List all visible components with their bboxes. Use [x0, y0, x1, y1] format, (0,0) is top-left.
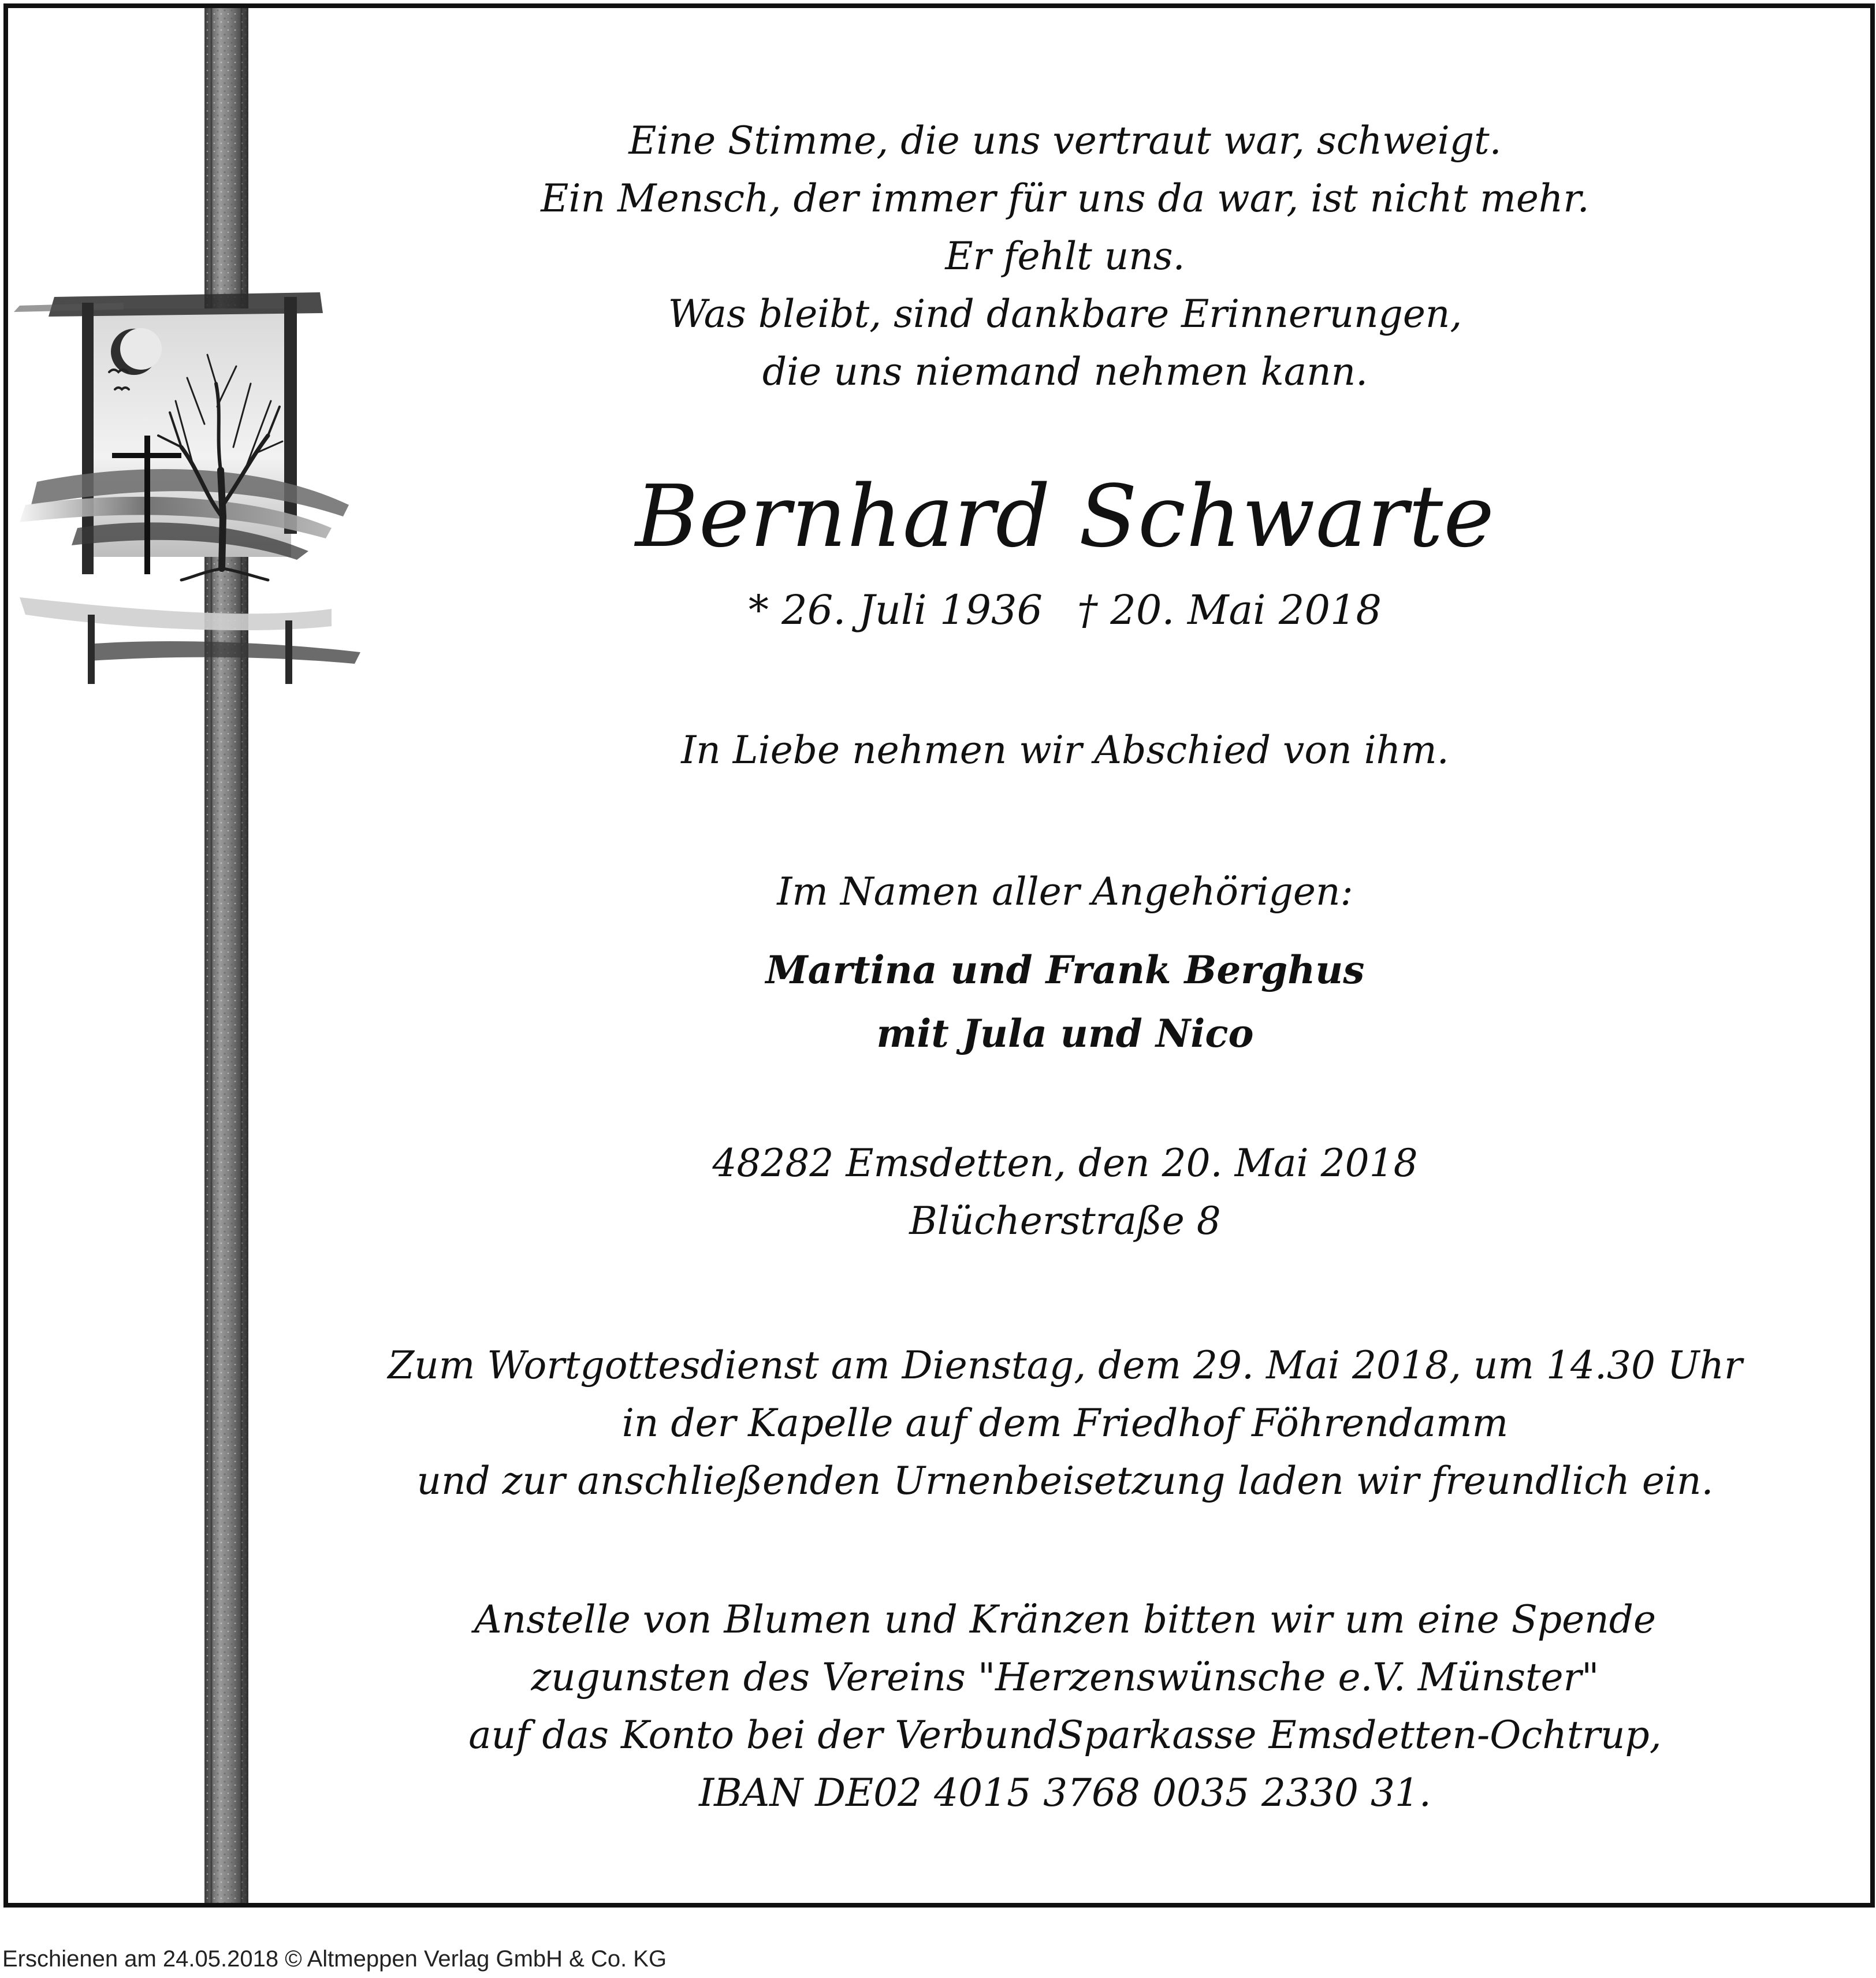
donation-line: zugunsten des Vereins "Herzenswünsche e.V. Münster"	[531, 1655, 1599, 1700]
poem-line: die uns niemand nehmen kann.	[762, 350, 1368, 394]
deceased-name: Bernhard Schwarte	[635, 467, 1495, 566]
place-date: 48282 Emsdetten, den 20. Mai 2018	[712, 1141, 1418, 1185]
life-dates	[332, 581, 1799, 639]
farewell-text	[332, 722, 1799, 779]
service-line: in der Kapelle auf dem Friedhof Föhrendamm	[621, 1401, 1509, 1445]
poem-line: Eine Stimme, die uns vertraut war, schweigt.	[628, 118, 1502, 163]
farewell-line: In Liebe nehmen wir Abschied von ihm.	[681, 728, 1449, 772]
memorial-artwork	[8, 8, 378, 1903]
donation-line: auf das Konto bei der VerbundSparkasse Emsdetten-Ochtrup,	[468, 1713, 1662, 1757]
mourners-intro-line: Im Namen aller Angehörigen:	[777, 869, 1353, 914]
mourners-names	[332, 938, 1799, 1065]
donation-line: IBAN DE02 4015 3768 0035 2330 31.	[699, 1771, 1431, 1815]
poem-line: Ein Mensch, der immer für uns da war, ist nicht mehr.	[541, 176, 1590, 221]
service-line: Zum Wortgottesdienst am Dienstag, dem 29. Mai 2018, um 14.30 Uhr	[388, 1343, 1743, 1388]
poem-line: Er fehlt uns.	[945, 234, 1185, 278]
vertical-bar-icon	[204, 8, 248, 1903]
mourners-line: Martina und Frank Berghus	[765, 947, 1365, 992]
mourners-intro	[332, 863, 1799, 921]
street-address: Blücherstraße 8	[909, 1199, 1221, 1243]
death-date: † 20. Mai 2018	[1077, 586, 1382, 634]
obituary-frame	[3, 3, 1875, 1908]
address	[332, 1135, 1799, 1250]
birth-date: * 26. Juli 1936	[748, 586, 1043, 634]
service-info	[332, 1337, 1799, 1510]
service-line: und zur anschließenden Urnenbeisetzung laden wir freundlich ein.	[416, 1459, 1714, 1503]
donation-info	[332, 1591, 1799, 1822]
tree-scene-icon	[14, 292, 360, 684]
obituary-content	[332, 8, 1799, 1903]
donation-line: Anstelle von Blumen und Kränzen bitten wir um eine Spende	[474, 1597, 1657, 1642]
poem-line: Was bleibt, sind dankbare Erinnerungen,	[668, 292, 1462, 336]
poem	[332, 112, 1799, 401]
publication-footer: Erschienen am 24.05.2018 © Altmeppen Verlag GmbH & Co. KG	[2, 1946, 667, 1972]
mourners-line: mit Jula und Nico	[876, 1011, 1254, 1056]
